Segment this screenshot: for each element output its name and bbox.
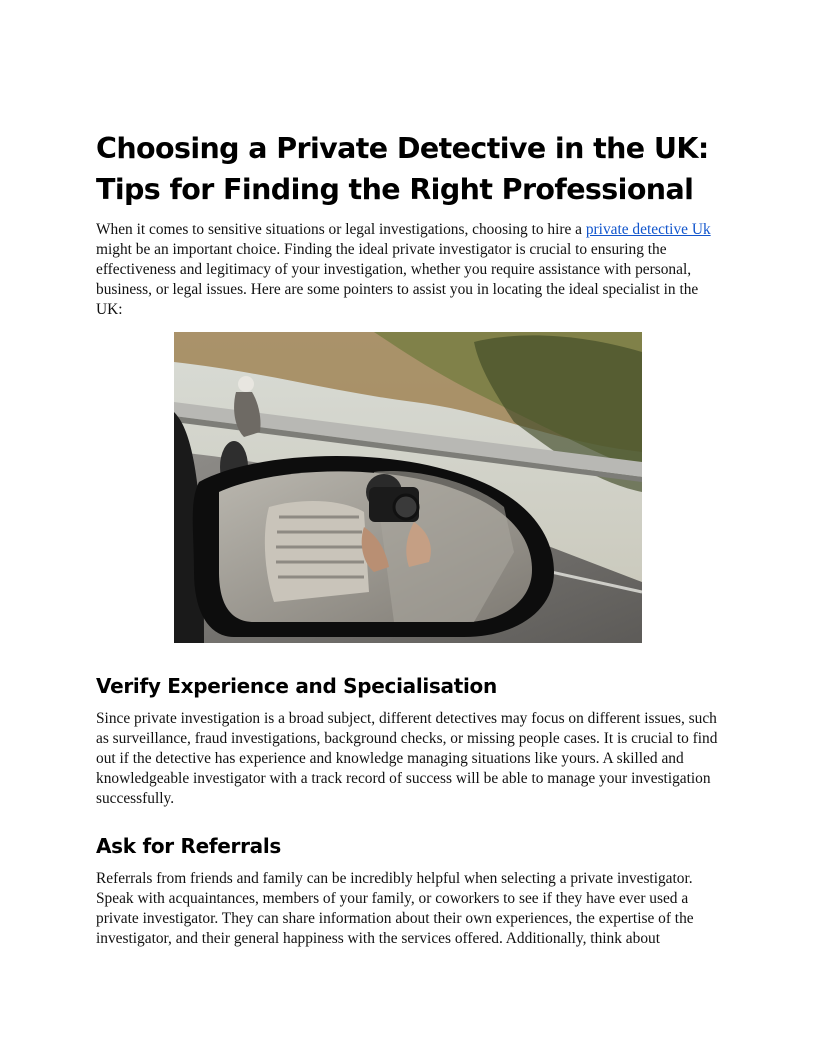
section-heading-experience: Verify Experience and Specialisation (96, 674, 497, 698)
car-side-mirror-photo-icon (174, 332, 642, 643)
section-heading-referrals: Ask for Referrals (96, 834, 282, 858)
page-title: Choosing a Private Detective in the UK: Tips for Finding the Right Professional (96, 132, 709, 206)
section-body-experience: Since private investigation is a broad subject, different detectives may focus on different issues, such as surveillance, fraud investigations, background checks, or missing people cases. It is crucial to find out if the detective has experience and knowledge managing situations like yours. A skilled and knowledgeable investigator with a track record of success will be able to manage your investigation successfully. (96, 710, 718, 807)
intro-text-end: might be an important choice. Finding the ideal private investigator is crucial to ensuring the effectiveness and legitimacy of your investigation, whether you require assistance with personal, business, or legal issues. Here are some pointers to assist you in locating the ideal specialist in the UK: (96, 241, 699, 318)
intro-paragraph (96, 220, 720, 320)
intro-text-start: When it comes to sensitive situations or legal investigations, choosing to hire a (96, 221, 586, 238)
private-detective-uk-link[interactable]: private detective Uk (585, 221, 711, 238)
section-body-referrals: Referrals from friends and family can be incredibly helpful when selecting a private investigator. Speak with acquaintances, members of your family, or coworkers to see if they have ever used a private investigator. They can share information about their own experiences, the expertise of the investigator, and their general happiness with the services offered. Additionally, think about (96, 870, 694, 947)
